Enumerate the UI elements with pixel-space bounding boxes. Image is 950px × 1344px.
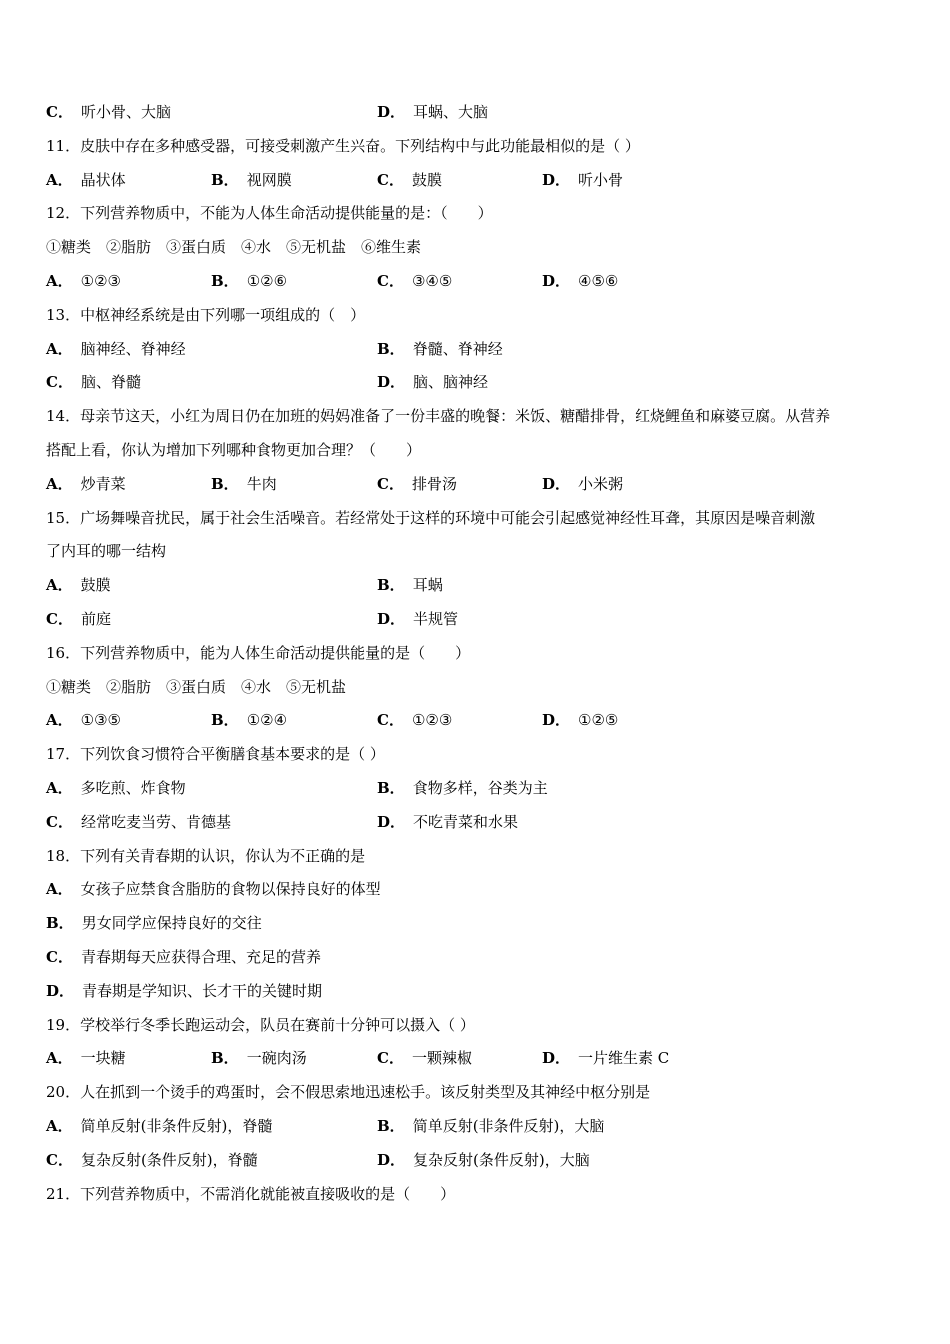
option [46,338,186,360]
option-label: C． [46,610,73,628]
option [211,1047,307,1069]
option [542,270,618,292]
option-text: 食物多样，谷类为主 [412,779,548,797]
option-label: B． [377,1117,405,1135]
question-text: 12．下列营养物质中，不能为人体生命活动提供能量的是：（ ） [46,204,493,223]
option-label: C． [377,170,404,189]
option-label: D． [377,812,406,831]
option [377,169,442,191]
option-text: ①②⑥ [246,272,288,290]
option [377,1115,604,1137]
options-row [46,1149,910,1171]
option-label: D． [542,1049,571,1068]
option-label: A． [46,576,73,595]
option-text: 不吃青菜和水果 [413,812,519,831]
option-label: A． [46,474,73,493]
options-row [46,338,910,360]
option [377,709,452,731]
option [377,574,443,596]
option-text: ①②③ [411,711,453,730]
option [377,1149,590,1171]
option-label: C． [46,373,73,392]
option [46,709,121,731]
option [542,169,623,191]
option [211,709,287,731]
option-text: 男女同学应保持良好的交往 [81,914,262,933]
option-text: 简单反射(非条件反射)，大脑 [412,1117,605,1135]
option-label: C． [46,103,73,121]
option-label: D． [377,610,406,628]
options-row [46,811,910,833]
option-label: A． [46,711,73,730]
option [46,1047,126,1069]
option-text: 小米粥 [578,474,624,493]
option [377,338,503,360]
option-label: B． [211,711,239,730]
question-text: 13．中枢神经系统是由下列哪一项组成的（ ） [46,305,366,324]
option-label: D． [377,1150,406,1169]
question-text: 21．下列营养物质中，不需消化就能被直接吸收的是（ ） [46,1184,456,1203]
option-text: 前庭 [80,610,111,628]
option [542,1047,669,1069]
option-label: B． [377,339,405,358]
option-text: 视网膜 [246,170,292,189]
option-label: D． [542,474,571,493]
option [211,270,287,292]
question-text: 了内耳的哪一结构 [46,542,167,561]
option [211,473,277,495]
question-text: 15．广场舞噪音扰民，属于社会生活噪音。若经常处于这样的环境中可能会引起感觉神经性耳聋，其原因是噪音刺激 [46,508,816,527]
option-text: ①②③ [80,272,121,290]
question-text: 17．下列饮食习惯符合平衡膳食基本要求的是（ ） [46,745,385,764]
options-row [46,980,910,1002]
option [46,371,141,393]
option-text: 一片维生素 C [578,1049,670,1068]
option-text: 复杂反射(条件反射)，脊髓 [80,1150,258,1169]
options-row [46,912,910,934]
option-label: D． [377,373,406,392]
option-label: A． [46,339,73,358]
option [46,946,321,968]
option-text: 经常吃麦当劳、肯德基 [80,812,231,831]
option [46,101,171,123]
option-label: B． [211,1049,239,1068]
option [46,1115,272,1137]
option-text: 鼓膜 [411,170,442,189]
option-label: C． [377,1049,404,1068]
options-row [46,270,910,292]
option [542,709,618,731]
option-text: 脊髓、脊神经 [412,339,503,358]
question-text: ①糖类 ②脂肪 ③蛋白质 ④水 ⑤无机盐 ⑥维生素 [46,238,422,257]
option-text: 听小骨 [578,170,624,189]
option-text: 脑、脊髓 [80,373,141,392]
option-label: D． [542,272,571,290]
option-label: C． [46,812,73,831]
option-text: 一颗辣椒 [411,1049,472,1068]
option [46,270,121,292]
option [46,811,231,833]
option [46,608,111,630]
option-text: ①②⑤ [578,711,619,730]
option-label: D． [542,711,571,730]
option [46,777,186,799]
option-label: D． [377,103,406,121]
option-text: 简单反射(非条件反射)，脊髓 [80,1117,273,1135]
option [377,811,518,833]
options-row [46,169,910,191]
option-text: ①③⑤ [80,711,121,730]
option-label: C． [377,272,404,290]
option [377,777,548,799]
options-row [46,777,910,799]
question-text: 18．下列有关青春期的认识，你认为不正确的是 [46,846,366,865]
question-text: 11．皮肤中存在多种感受器，可接受刺激产生兴奋。下列结构中与此功能最相似的是（ ） [46,136,640,155]
question-text: 搭配上看，你认为增加下列哪种食物更加合理？（ ） [46,441,422,459]
option-label: B． [211,272,239,290]
option-label: A． [46,779,73,797]
option-text: 耳蜗 [412,576,443,595]
options-row [46,1115,910,1137]
option-text: 一块糖 [80,1049,126,1068]
option-label: D． [46,981,75,1000]
option-text: 耳蜗、大脑 [413,103,489,121]
option-label: B． [211,170,239,189]
option-text: 一碗肉汤 [246,1049,307,1068]
option-label: A． [46,880,73,899]
options-row [46,709,910,731]
option-text: 多吃煎、炸食物 [80,779,186,797]
option [211,169,292,191]
option-text: ④⑤⑥ [578,272,619,290]
option-label: B． [211,474,239,493]
option-text: 青春期每天应获得合理、充足的营养 [80,948,321,966]
options-row [46,473,910,495]
option-label: D． [542,170,571,189]
options-row [46,101,910,123]
option-label: B． [377,779,405,797]
option [46,473,126,495]
option-text: 半规管 [413,610,459,628]
option-text: 女孩子应禁食含脂肪的食物以保持良好的体型 [80,880,381,899]
option-label: A． [46,272,73,290]
question-text: 19．学校举行冬季长跑运动会，队员在赛前十分钟可以摄入（ ） [46,1015,475,1034]
option [46,878,381,900]
option-label: C． [46,948,73,966]
option-text: 鼓膜 [80,576,111,595]
question-text: 14．母亲节这天，小红为周日仍在加班的妈妈准备了一份丰盛的晚餐：米饭、糖醋排骨，红烧鲤鱼和麻婆豆腐。从营养 [46,407,831,426]
option-text: 复杂反射(条件反射)，大脑 [413,1150,590,1169]
option [377,608,458,630]
option-text: 脑、脑神经 [413,373,489,392]
options-row [46,1047,910,1069]
option-text: 排骨汤 [411,474,457,493]
option-text: 晶状体 [80,170,126,189]
option-text: ③④⑤ [411,272,453,290]
option [46,169,126,191]
option [377,270,452,292]
option-label: B． [377,576,405,595]
option-label: C． [377,474,404,493]
option [377,101,488,123]
option-label: A． [46,1117,73,1135]
question-text: 16．下列营养物质中，能为人体生命活动提供能量的是（ ） [46,643,471,662]
option [377,371,488,393]
option [377,1047,472,1069]
option-text: ①②④ [246,711,288,730]
option-label: C． [377,711,404,730]
option-text: 牛肉 [246,474,277,493]
option-text: 听小骨、大脑 [80,103,171,121]
options-row [46,608,910,630]
option-text: 脑神经、脊神经 [80,339,186,358]
option-label: C． [46,1150,73,1169]
options-row [46,878,910,900]
option [46,912,262,934]
option-label: B． [46,914,74,933]
option-text: 炒青菜 [80,474,126,493]
option [46,1149,258,1171]
options-row [46,946,910,968]
options-row [46,574,910,596]
options-row [46,371,910,393]
option-label: A． [46,1049,73,1068]
question-text: ①糖类 ②脂肪 ③蛋白质 ④水 ⑤无机盐 [46,677,347,696]
option-label: A． [46,170,73,189]
option [377,473,457,495]
option [46,980,322,1002]
option [542,473,623,495]
question-text: 20．人在抓到一个烫手的鸡蛋时，会不假思索地迅速松手。该反射类型及其神经中枢分别是 [46,1083,651,1102]
option [46,574,111,596]
option-text: 青春期是学知识、长才干的关键时期 [82,981,323,1000]
